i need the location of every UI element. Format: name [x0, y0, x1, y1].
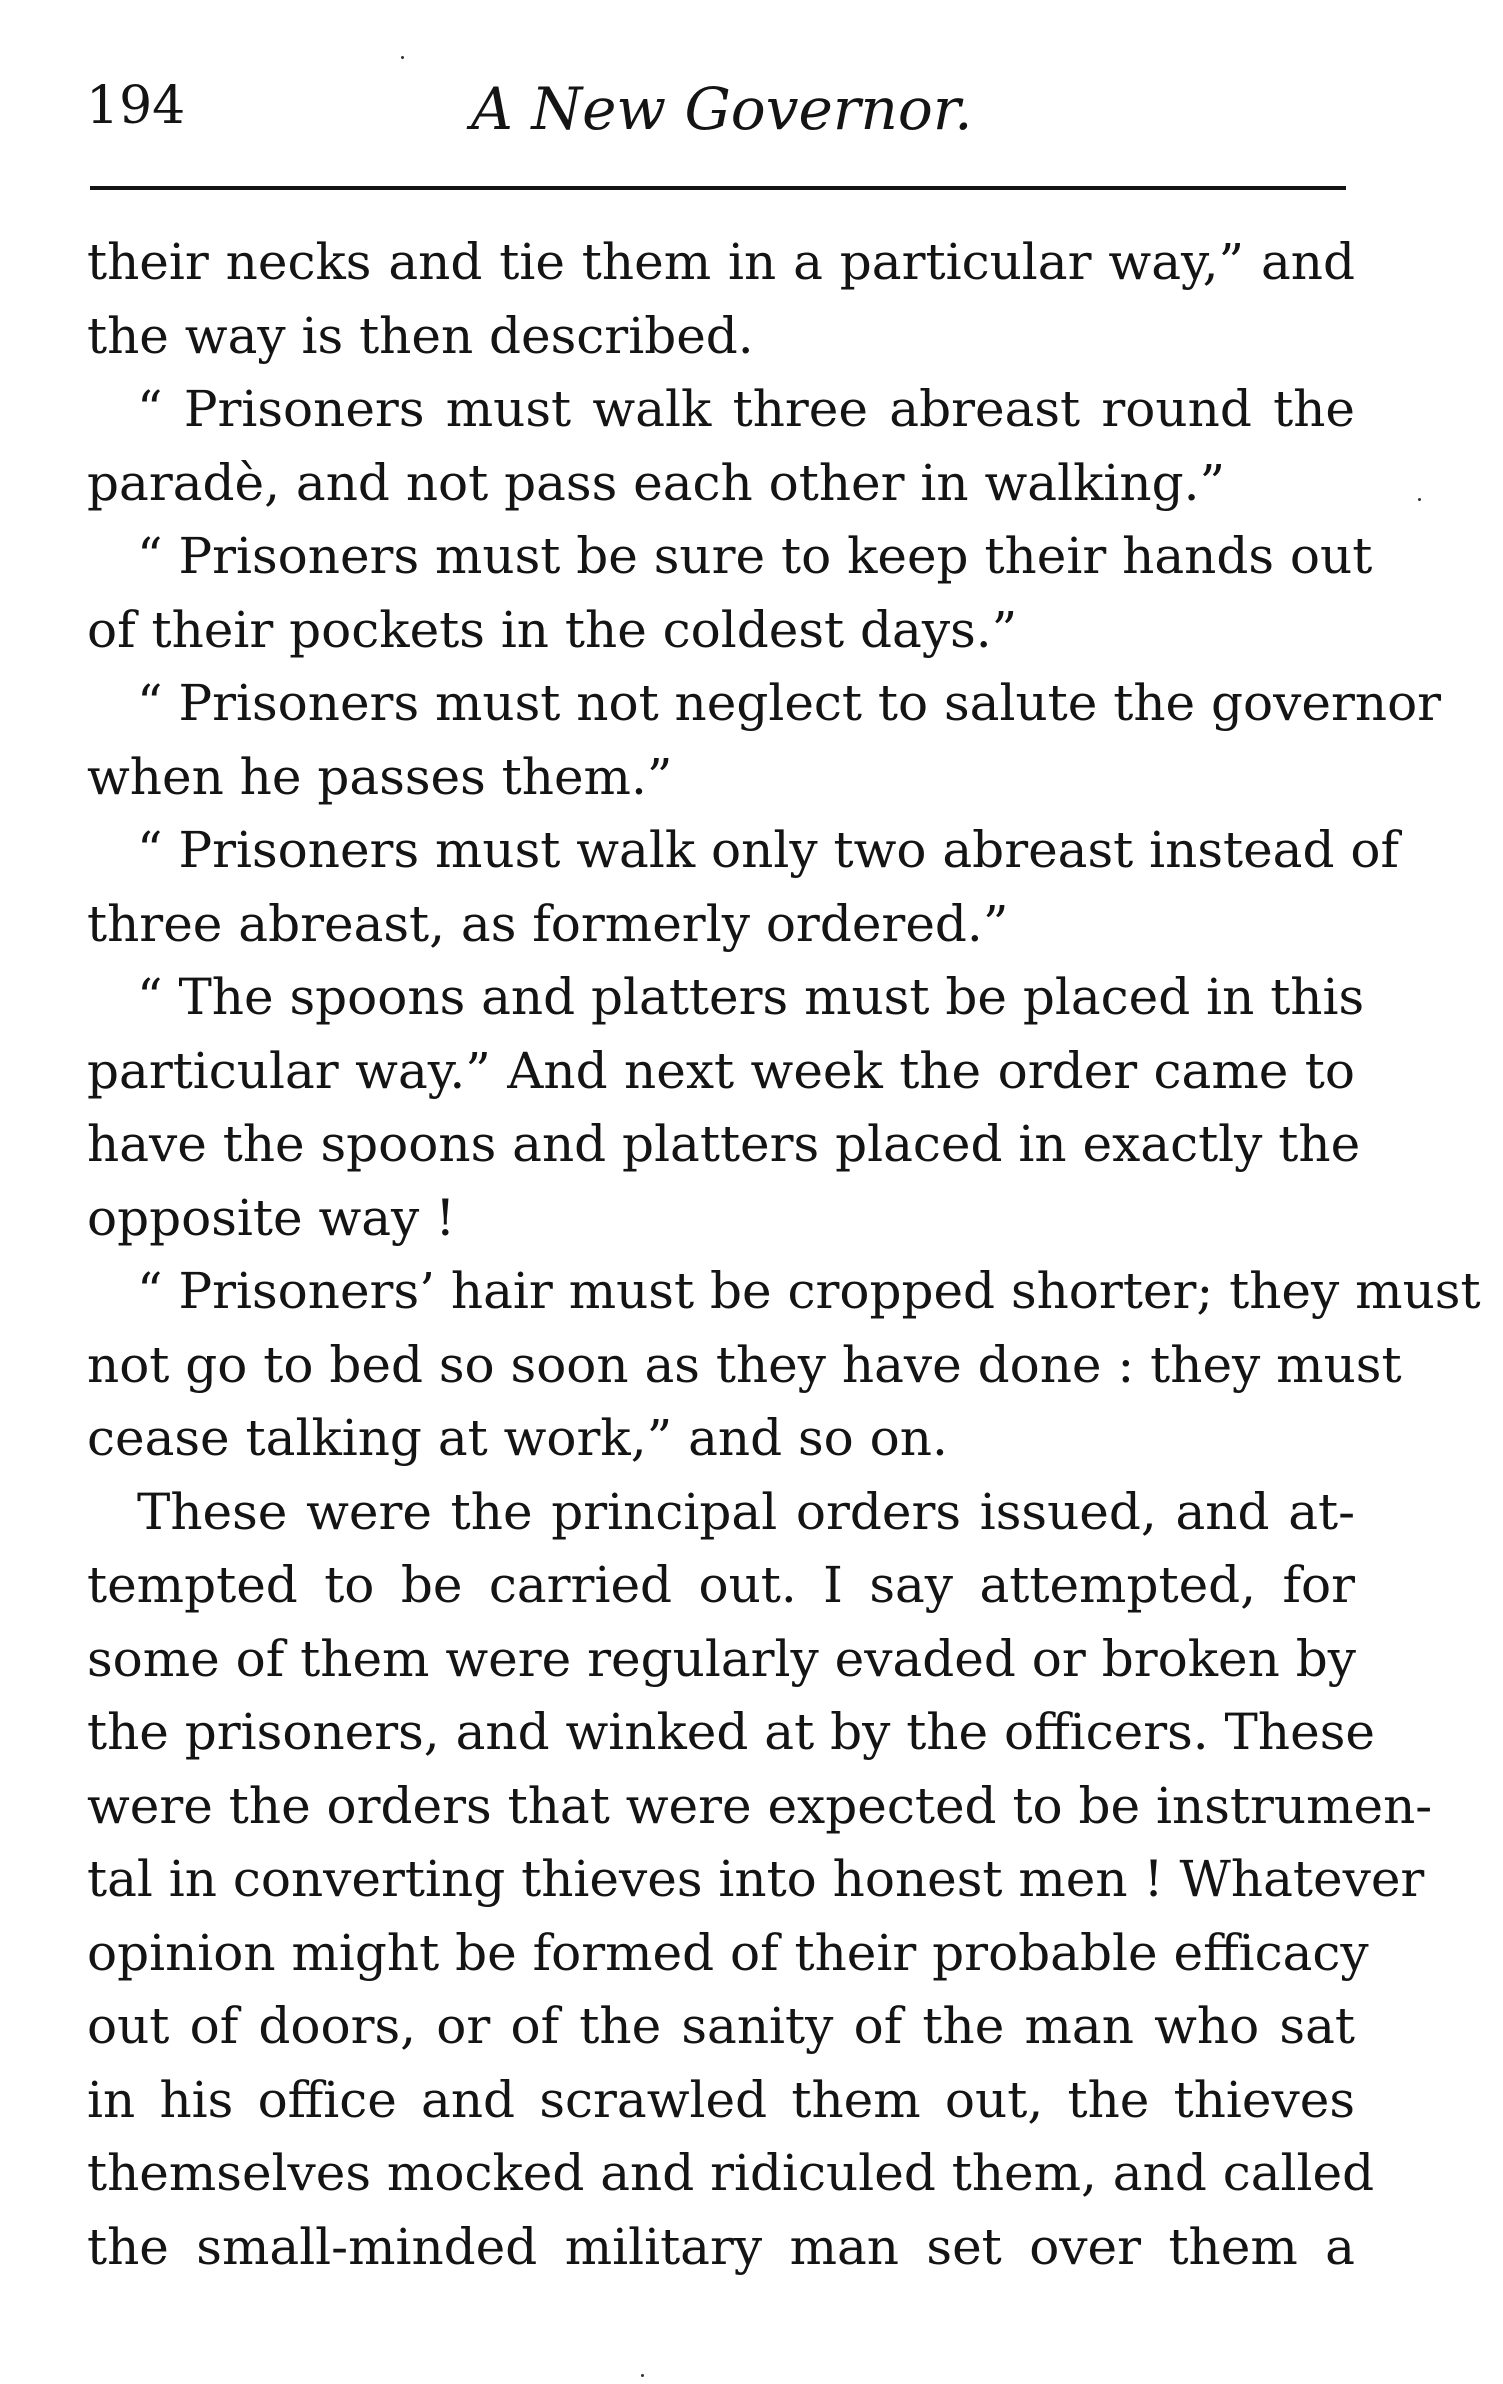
text-line: in his office and scrawled them out, the thieves	[87, 2070, 1355, 2129]
text-line: “ The spoons and platters must be placed in this	[137, 968, 1365, 1026]
text-line: their necks and tie them in a particular way,” and	[87, 233, 1355, 291]
text-line: of their pockets in the coldest days.”	[87, 600, 1018, 659]
text-line: “ Prisoners’ hair must be cropped shorter; they must	[137, 1262, 1481, 1320]
text-line: cease talking at work,” and so on.	[87, 1409, 948, 1467]
text-line: “ Prisoners must walk three abreast round the	[137, 380, 1355, 438]
print-speck	[1418, 498, 1421, 501]
text-line: These were the principal orders issued, and at-	[137, 1482, 1355, 1541]
body-text	[87, 226, 1481, 2284]
text-line: some of them were regularly evaded or broken by	[87, 1629, 1356, 1688]
header-rule	[90, 186, 1346, 190]
text-line: particular way.” And next week the order came to	[87, 1041, 1355, 1100]
text-line: not go to bed so soon as they have done : they must	[87, 1335, 1402, 1394]
text-line: “ Prisoners must walk only two abreast instead of	[137, 821, 1399, 879]
text-line: the prisoners, and winked at by the officers. These	[87, 1703, 1375, 1761]
text-line: the way is then described.	[87, 306, 754, 365]
text-line: were the orders that were expected to be instrumen-	[87, 1776, 1433, 1835]
text-line: opposite way !	[87, 1188, 456, 1247]
running-title: A New Governor.	[471, 75, 973, 143]
page-number: 194	[86, 76, 186, 136]
text-line: themselves mocked and ridiculed them, and called	[87, 2144, 1375, 2202]
text-line: out of doors, or of the sanity of the man who sat	[87, 1997, 1355, 2055]
text-line: paradè, and not pass each other in walking.”	[87, 453, 1226, 512]
text-line: the small-minded military man set over them a	[87, 2217, 1355, 2276]
text-line: opinion might be formed of their probable efficacy	[87, 1923, 1369, 1982]
print-speck	[641, 2374, 644, 2377]
text-line: when he passes them.”	[87, 747, 673, 806]
text-line: tempted to be carried out. I say attempted, for	[87, 1556, 1355, 1614]
text-line: three abreast, as formerly ordered.”	[87, 894, 1009, 953]
page-header	[86, 75, 1351, 180]
text-line: “ Prisoners must not neglect to salute the governor	[137, 674, 1442, 732]
text-line: “ Prisoners must be sure to keep their hands out	[137, 527, 1373, 585]
text-line: have the spoons and platters placed in exactly the	[87, 1115, 1361, 1173]
text-line: tal in converting thieves into honest men ! Whatever	[87, 1850, 1425, 1908]
print-speck	[401, 56, 404, 59]
